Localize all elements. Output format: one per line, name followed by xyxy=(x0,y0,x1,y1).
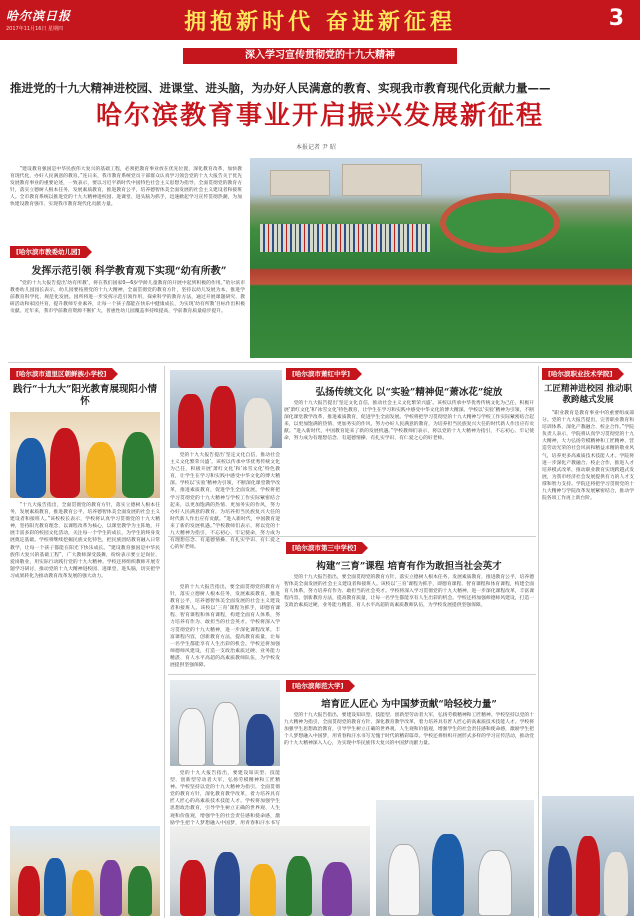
lead-byline: 本报记者 尹 昭 xyxy=(296,144,336,151)
section-body-xiaohong-school xyxy=(284,400,534,532)
divider xyxy=(168,674,536,675)
section-text: 党的十九大报告指出，要建设知识型、技能型、创新型劳动者大军，弘扬劳模精神和工匠精神。学校坚持以党的十九大精神为指引，全面贯彻党的教育方针，深化教育教学改革，着力培养具有匠人匠心的高素质技术技能人才。学校将加强学生思想政治教育，引导学生树立正确的世界观、人生观和价值观，增强学生的社会责任感和使命感，激励学生把个人梦想融入中国梦，用青春和汗水书写无愧于时代的精彩篇章。学校还将组织开展形式多样的学习宣传活动，推动党的十九大精神深入人心，为实现中华民族伟大复兴的中国梦贡献力量。 xyxy=(284,713,534,747)
divider xyxy=(168,536,536,537)
masthead-bar xyxy=(0,0,640,40)
divider xyxy=(538,366,539,918)
newspaper-logo: 哈尔滨日报 xyxy=(6,9,72,23)
section-title-vocational: 工匠精神进校园 推动职教跨越式发展 xyxy=(544,384,632,405)
photo-lab-training xyxy=(170,680,280,766)
section-text: “党的十九大报告提出‘幼有所教’，将在我们国家0—6岁学龄儿童教育的开展中起到积极的作用。”哈尔滨市教委幼儿园园长表示，幼儿园要按照党的十九大精神，全面贯彻党的教育方针，坚持以幼儿发展为本，推进学前教育科学化、规范化发展。园所将进一步发挥示范引领作用，探索科学的教育方法，通过开展课题研究、教研活动和家园共育，提升教师专业素养，让每一个孩子都能在快乐中健康成长，为实现‘幼有所教’目标作出积极贡献。近年来，我市学前教育资源不断扩大，普惠性幼儿园覆盖率持续提高，学前教育质量稳步提升。 xyxy=(10,281,245,315)
photo-building xyxy=(510,170,610,196)
photo-student xyxy=(100,860,122,916)
section-title-korean-school: 践行“十九大”阳光教育展现阳小情怀 xyxy=(13,384,157,407)
section-text: 党的十九大报告指出，要建设知识型、技能型、创新型劳动者大军，弘扬劳模精神和工匠精神。学校坚持以党的十九大精神为指引，全面贯彻党的教育方针，深化教育教学改革，着力培养具有匠人匠心的高素质技术技能人才。学校将加强学生思想政治教育，引导学生树立正确的世界观、人生观和价值观，增强学生的社会责任感和使命感，激励学生把个人梦想融入中国梦，用青春和汗水书写 xyxy=(170,771,280,826)
section-body-xiaohong-school-continued xyxy=(170,452,280,580)
photo-student xyxy=(72,870,94,916)
section-title: 拥抱新时代 奋进新征程 xyxy=(184,9,456,35)
photo-person xyxy=(322,862,352,916)
photo-person xyxy=(250,864,276,916)
section-body-no3-school xyxy=(284,574,534,670)
issue-date: 2017年11月16日 星期四 xyxy=(6,26,64,32)
photo-student xyxy=(50,428,80,498)
photo-volunteers xyxy=(170,370,282,448)
photo-person xyxy=(432,834,464,916)
photo-person xyxy=(214,852,240,916)
lead-intro-text: “建设教育强国是中华民族伟大复兴的基础工程，必须把教育事业放在优先位置，深化教育改革，加快教育现代化，办好人民满意的教育。”连日来，我市教育系统党员干部群众认真学习领会党的十九大报告关于优先发展教育事业的重要论述，一致表示，要以习近平新时代中国特色社会主义思想为指导，全面贯彻党的教育方针，落实立德树人根本任务，发展素质教育，推进教育公平，培养德智体美全面发展的社会主义建设者和接班人。全市教育系统以推进党的十九大精神进校园、进课堂、进头脑为抓手，迅速掀起学习宣传贯彻热潮，为加快建设教育强市、实现我市教育现代化贡献力量。 xyxy=(10,167,242,208)
photo-person xyxy=(388,844,420,916)
photo-person xyxy=(478,850,512,916)
section-body-vocational xyxy=(542,410,634,790)
photo-person xyxy=(210,386,236,448)
photo-running-track xyxy=(440,193,560,253)
lead-kicker: 推进党的十九大精神进校园、进课堂、进头脑，为办好人民满意的教育、实现我市教育现代化贡献力量—— xyxy=(10,81,551,95)
photo-person xyxy=(548,846,572,916)
divider xyxy=(164,366,165,918)
section-title-xiaohong-school: 弘扬传统文化 以“实验”精神促“萧冰花”绽放 xyxy=(315,387,503,398)
section-title-no3-school: 构建“三育”课程 培育有作为敢担当社会英才 xyxy=(316,561,502,572)
photo-person xyxy=(180,860,206,916)
photo-person xyxy=(286,856,312,916)
section-title-kindergarten: 发挥示范引领 科学教育观下实现“幼有所教” xyxy=(31,266,227,277)
section-title-normal-univ: 培育匠人匠心 为中国梦贡献“哈轻校力量” xyxy=(321,699,497,710)
photo-craft-workshop xyxy=(376,800,534,916)
photo-building xyxy=(270,170,330,196)
photo-university-event xyxy=(170,826,370,916)
section-text: 党的十九大报告提出‘坚定文化自信，推动社会主义文化繁荣兴盛’。该校以传承中华优秀传统文化为己任，积极开展‘萧红文化’和‘冰雪文化’特色教育，让学生在学习和实践中感受中华文化的博大精深。学校以‘实验’精神为引领，不断深化课堂教学改革，推进素质教育，促进学生全面发展。学校将把学习贯彻党的十九大精神与学校工作实际紧密结合起来，以更加饱满的热情、更加务实的作风，努力办好人民满意的教育，为培养担当民族复兴大任的时代新人作出应有贡献。“进入新时代，中国教育迎来了新的发展机遇。”学校教师们表示，将以党的十九大精神为指引，不忘初心、牢记使命，努力成为有理想信念、有道德情操、有扎实学识、有仁爱之心的好老师。 xyxy=(284,401,534,442)
photo-student xyxy=(16,438,46,498)
section-body-no3-school-left xyxy=(170,584,280,670)
photo-students-activity xyxy=(10,826,160,916)
section-text: 党的十九大报告指出，要全面贯彻党的教育方针，落实立德树人根本任务，发展素质教育，推进教育公平，培养德智体美全面发展的社会主义建设者和接班人。该校以‘三育’课程为抓手，即德育课程、智育课程和体育课程，构建全面育人体系，努力培养有作为、敢担当的社会英才。学校将深入学习贯彻党的十九大精神，进一步深化课程改革，丰富课程内容，创新教育方法，提高教育质量，让每一名学生都能享有人生出彩的机会。学校还将加强师德师风建设，打造一支政治素质过硬、业务能力精湛、育人水平高超的高素质教师队伍，为学校发展提供坚强保障。 xyxy=(284,575,534,609)
subtitle-bar: 深入学习宣传贯彻党的十九大精神 xyxy=(183,48,457,64)
section-text: 党的十九大报告指出，要全面贯彻党的教育方针，落实立德树人根本任务，发展素质教育，推进教育公平，培养德智体美全面发展的社会主义建设者和接班人。该校以‘三育’课程为抓手，即德育课程、智育课程和体育课程，构建全面育人体系，努力培养有作为、敢担当的社会英才。学校将深入学习贯彻党的十九大精神，进一步深化课程改革，丰富课程内容，创新教育方法，提高教育质量，让每一名学生都能享有人生出彩的机会。学校还将加强师德师风建设，打造一支政治素质过硬、业务能力精湛、育人水平高超的高素质教师队伍，为学校发展提供坚强保障。 xyxy=(170,585,280,669)
photo-person xyxy=(604,852,628,916)
lead-headline: 哈尔滨教育事业开启振兴发展新征程 xyxy=(95,101,544,131)
photo-building xyxy=(342,164,422,196)
section-tag-no3-school: [哈尔滨市第三中学校] xyxy=(286,542,362,554)
section-body-normal-univ xyxy=(284,712,534,794)
section-tag-normal-univ: [哈尔滨师范大学] xyxy=(286,680,349,692)
section-body-normal-univ-left xyxy=(170,770,280,826)
divider xyxy=(8,362,632,363)
photo-person xyxy=(576,836,600,916)
photo-sports-field xyxy=(250,158,632,358)
section-tag-vocational: [哈尔滨职业技术学院] xyxy=(542,368,618,380)
section-body-korean-school xyxy=(10,502,160,820)
section-text: 党的十九大报告提出‘坚定文化自信，推动社会主义文化繁荣兴盛’。该校以传承中华优秀传统文化为己任，积极开展‘萧红文化’和‘冰雪文化’特色教育，让学生在学习和实践中感受中华文化的博大精深。学校以‘实验’精神为引领，不断深化课堂教学改革，推进素质教育，促进学生全面发展。学校将把学习贯彻党的十九大精神与学校工作实际紧密结合起来，以更加饱满的热情、更加务实的作风，努力办好人民满意的教育，为培养担当民族复兴大任的时代新人作出应有贡献。“进入新时代，中国教育迎来了新的发展机遇。”学校教师们表示，将以党的十九大精神为指引，不忘初心、牢记使命，努力成为有理想信念、有道德情操、有扎实学识、有仁爱之心的好老师。 xyxy=(170,453,280,551)
photo-person xyxy=(244,398,272,448)
photo-students-class xyxy=(10,412,160,498)
photo-person xyxy=(246,714,274,766)
section-text: “十九大报告指出，全面贯彻党的教育方针，落实立德树人根本任务，发展素质教育，推进教育公平，培养德智体美全面发展的社会主义建设者和接班人。”该校校长表示，学校将认真学习贯彻党的十九大精神，坚持阳光教育理念，以课程改革为核心，以课堂教学为主阵地，开展丰富多彩的校园文化活动，关注每一个学生的成长，为学生的终身发展奠定基础。学校将继续挖掘民族文化特色，把民族团结教育融入日常教学，让每一个孩子都能在阳光下快乐成长。“建设教育强国是中华民族伟大复兴的基础工程”，广大教师深受鼓舞，纷纷表示要立足岗位、爱岗敬业，用实际行动践行党的十九大精神。学校还将组织教师开展专题学习研讨，推动党的十九大精神进校园、进课堂、进头脑，切实把学习成果转化为推动教育改革发展的强大动力。 xyxy=(10,503,160,579)
photo-student xyxy=(122,432,154,498)
section-tag-korean-school: [哈尔滨市道里区朝鲜族小学校] xyxy=(10,368,112,380)
section-tag-xiaohong-school: [哈尔滨市萧红中学] xyxy=(286,368,356,380)
section-text: “职业教育是教育事业中的重要组成部分。党的十九大报告提出，完善职业教育和培训体系，深化产教融合、校企合作。”学院负责人表示，学院将认真学习贯彻党的十九大精神，大力弘扬劳模精神和工匠精神，营造劳动光荣的社会风尚和精益求精的敬业风气，培养更多高素质技术技能人才。学院将进一步深化产教融合、校企合作，推进人才培养模式改革，推动职业教育实现跨越式发展，为我市经济社会发展提供有力的人才支撑和智力支持。学院还将把学习贯彻党的十九大精神与学院改革发展紧密结合，推动学院各项工作再上新台阶。 xyxy=(542,411,634,502)
section-body-kindergarten xyxy=(10,280,245,358)
photo-student xyxy=(86,442,116,498)
photo-crowd xyxy=(260,224,430,252)
photo-student xyxy=(44,858,66,916)
photo-student xyxy=(128,866,152,916)
photo-person xyxy=(178,708,206,766)
page-number: 3 xyxy=(608,6,624,31)
photo-person xyxy=(178,394,204,448)
photo-vocational-training xyxy=(542,796,634,916)
section-tag-kindergarten: [哈尔滨市教委幼儿园] xyxy=(10,246,86,258)
photo-person xyxy=(212,702,240,766)
photo-student xyxy=(18,866,40,916)
